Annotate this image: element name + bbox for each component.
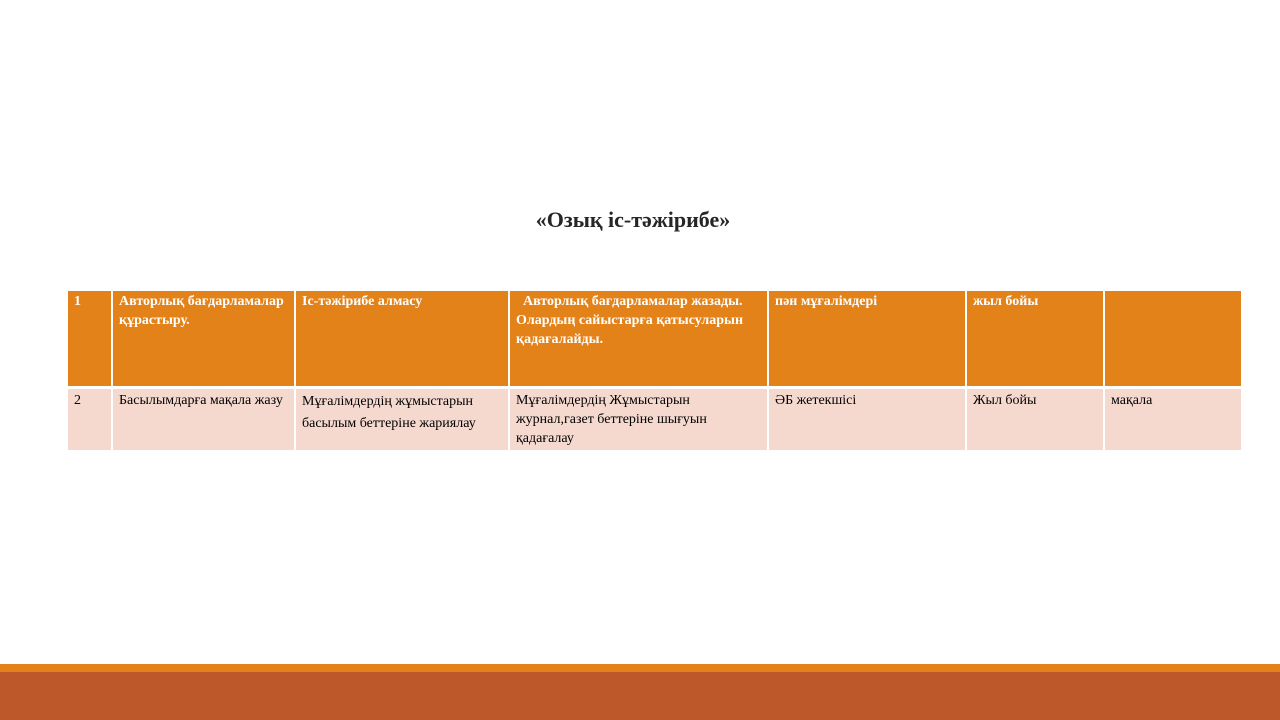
table-row [67, 388, 1242, 451]
table-cell-activity: Авторлық бағдарламалар құрастыру. [112, 291, 295, 388]
table-cell-number: 1 [67, 291, 112, 388]
footer-bar [0, 672, 1280, 720]
table-cell-activity: Басылымдарға мақала жазу [112, 388, 295, 451]
table-cell-form: Іс-тәжірибе алмасу [295, 291, 509, 388]
table-cell-form: Мұғалімдердің жұмыстарын басылым беттеріне жариялау [295, 388, 509, 451]
table-cell-number: 2 [67, 388, 112, 451]
table-row [67, 291, 1242, 388]
table-cell-description: Мұғалімдердің Жұмыстарын журнал,газет беттеріне шығуын қадағалау [509, 388, 768, 451]
table-cell-responsible: пән мұғалімдері [768, 291, 966, 388]
table-cell-result [1104, 291, 1242, 388]
slide-title: «Озық іс-тәжірибе» [535, 207, 731, 232]
description-line: Авторлық бағдарламалар жазады. [516, 294, 743, 309]
table-cell-result: мақала [1104, 388, 1242, 451]
table-cell-period: жыл бойы [966, 291, 1104, 388]
accent-bar [0, 664, 1280, 672]
table-cell-description [509, 291, 768, 388]
table-cell-responsible: ӘБ жетекшісі [768, 388, 966, 451]
description-line: Олардың сайыстарға қатысуларын қадағалайды. [516, 313, 747, 347]
table-cell-period: Жыл бойы [966, 388, 1104, 451]
practice-table [66, 291, 1243, 450]
